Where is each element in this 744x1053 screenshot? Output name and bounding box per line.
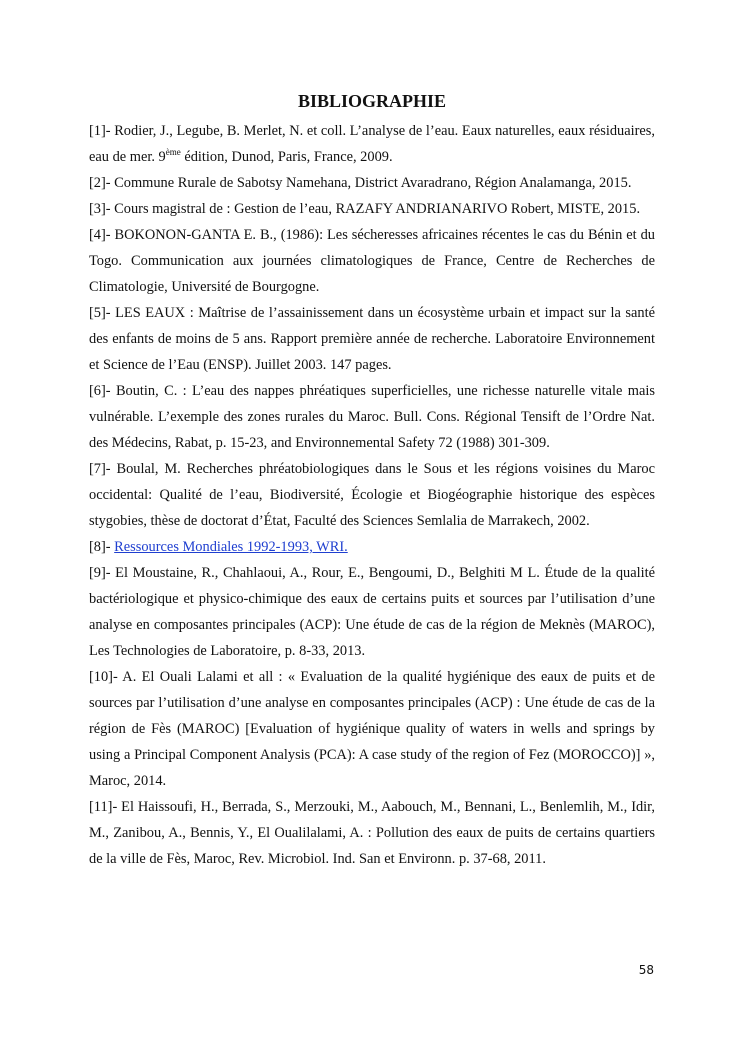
reference-5: [5]- LES EAUX : Maîtrise de l’assainissement dans un écosystème urbain et impact sur la santé des enfants de moins de 5 ans. Rapport première année de recherche. Laboratoire Environnement et Science de l’Eau (ENSP). Juillet 2003. 147 pages.	[89, 305, 655, 373]
reference-4: [4]- BOKONON-GANTA E. B., (1986): Les sécheresses africaines récentes le cas du Bénin et du Togo. Communication aux journées climatologiques de France, Centre de Recherches de Climatologie, Université de Bourgogne.	[89, 227, 655, 295]
page-number: 58	[638, 963, 654, 977]
reference-10: [10]- A. El Ouali Lalami et all : « Evaluation de la qualité hygiénique des eaux de puits et de sources par l’utilisation d’une analyse en composantes principales (ACP) : Une étude de cas de la région de Fès (MAROC) [Evaluation of hygiénique quality of waters in wells and springs by using a Principal Component Analysis (PCA): A case study of the region of Fez (MOROCCO)] », Maroc, 2014.	[89, 669, 655, 789]
reference-11: [11]- El Haissoufi, H., Berrada, S., Merzouki, M., Aabouch, M., Bennani, L., Benlemlih, M., Idir, M., Zanibou, A., Bennis, Y., El Oualilalami, A. : Pollution des eaux de puits de certains quartiers de la ville de Fès, Maroc, Rev. Microbiol. Ind. San et Environn. p. 37-68, 2011.	[89, 799, 655, 867]
reference-8-link[interactable]: Ressources Mondiales 1992-1993, WRI.	[114, 539, 348, 555]
reference-8	[89, 534, 655, 560]
edition-superscript: ème	[165, 147, 181, 157]
reference-1-text: [1]- Rodier, J., Legube, B. Merlet, N. et coll. L’analyse de l’eau. Eaux naturelles, eaux résiduaires, eau de mer. 9	[89, 123, 655, 165]
reference-2: [2]- Commune Rurale de Sabotsy Namehana, District Avaradrano, Région Analamanga, 2015.	[89, 175, 632, 191]
reference-7: [7]- Boulal, M. Recherches phréatobiologiques dans le Sous et les régions voisines du Maroc occidental: Qualité de l’eau, Biodiversité, Écologie et Biogéographie historique des espèces stygobies, thèse de doctorat d’État, Faculté des Sciences Semlalia de Marrakech, 2002.	[89, 461, 655, 529]
reference-3: [3]- Cours magistral de : Gestion de l’eau, RAZAFY ANDRIANARIVO Robert, MISTE, 2015.	[89, 201, 641, 217]
reference-9: [9]- El Moustaine, R., Chahlaoui, A., Rour, E., Bengoumi, D., Belghiti M L. Étude de la qualité bactériologique et physico-chimique des eaux de certains puits et sources par l’utilisation d’une analyse en composantes principales (ACP): Une étude de cas de la région de Meknès (MAROC), Les Technologies de Laboratoire, p. 8-33, 2013.	[89, 565, 655, 659]
reference-1	[89, 118, 655, 170]
reference-1-text-end: édition, Dunod, Paris, France, 2009.	[180, 149, 393, 165]
references-list	[89, 118, 655, 872]
reference-8-prefix: [8]-	[89, 539, 115, 555]
reference-6: [6]- Boutin, C. : L’eau des nappes phréatiques superficielles, une richesse naturelle vitale mais vulnérable. L’exemple des zones rurales du Maroc. Bull. Cons. Régional Tensift de l’Ordre Nat. des Médecins, Rabat, p. 15-23, and Environnemental Safety 72 (1988) 301-309.	[89, 383, 655, 451]
page-title: BIBLIOGRAPHIE	[297, 91, 447, 111]
